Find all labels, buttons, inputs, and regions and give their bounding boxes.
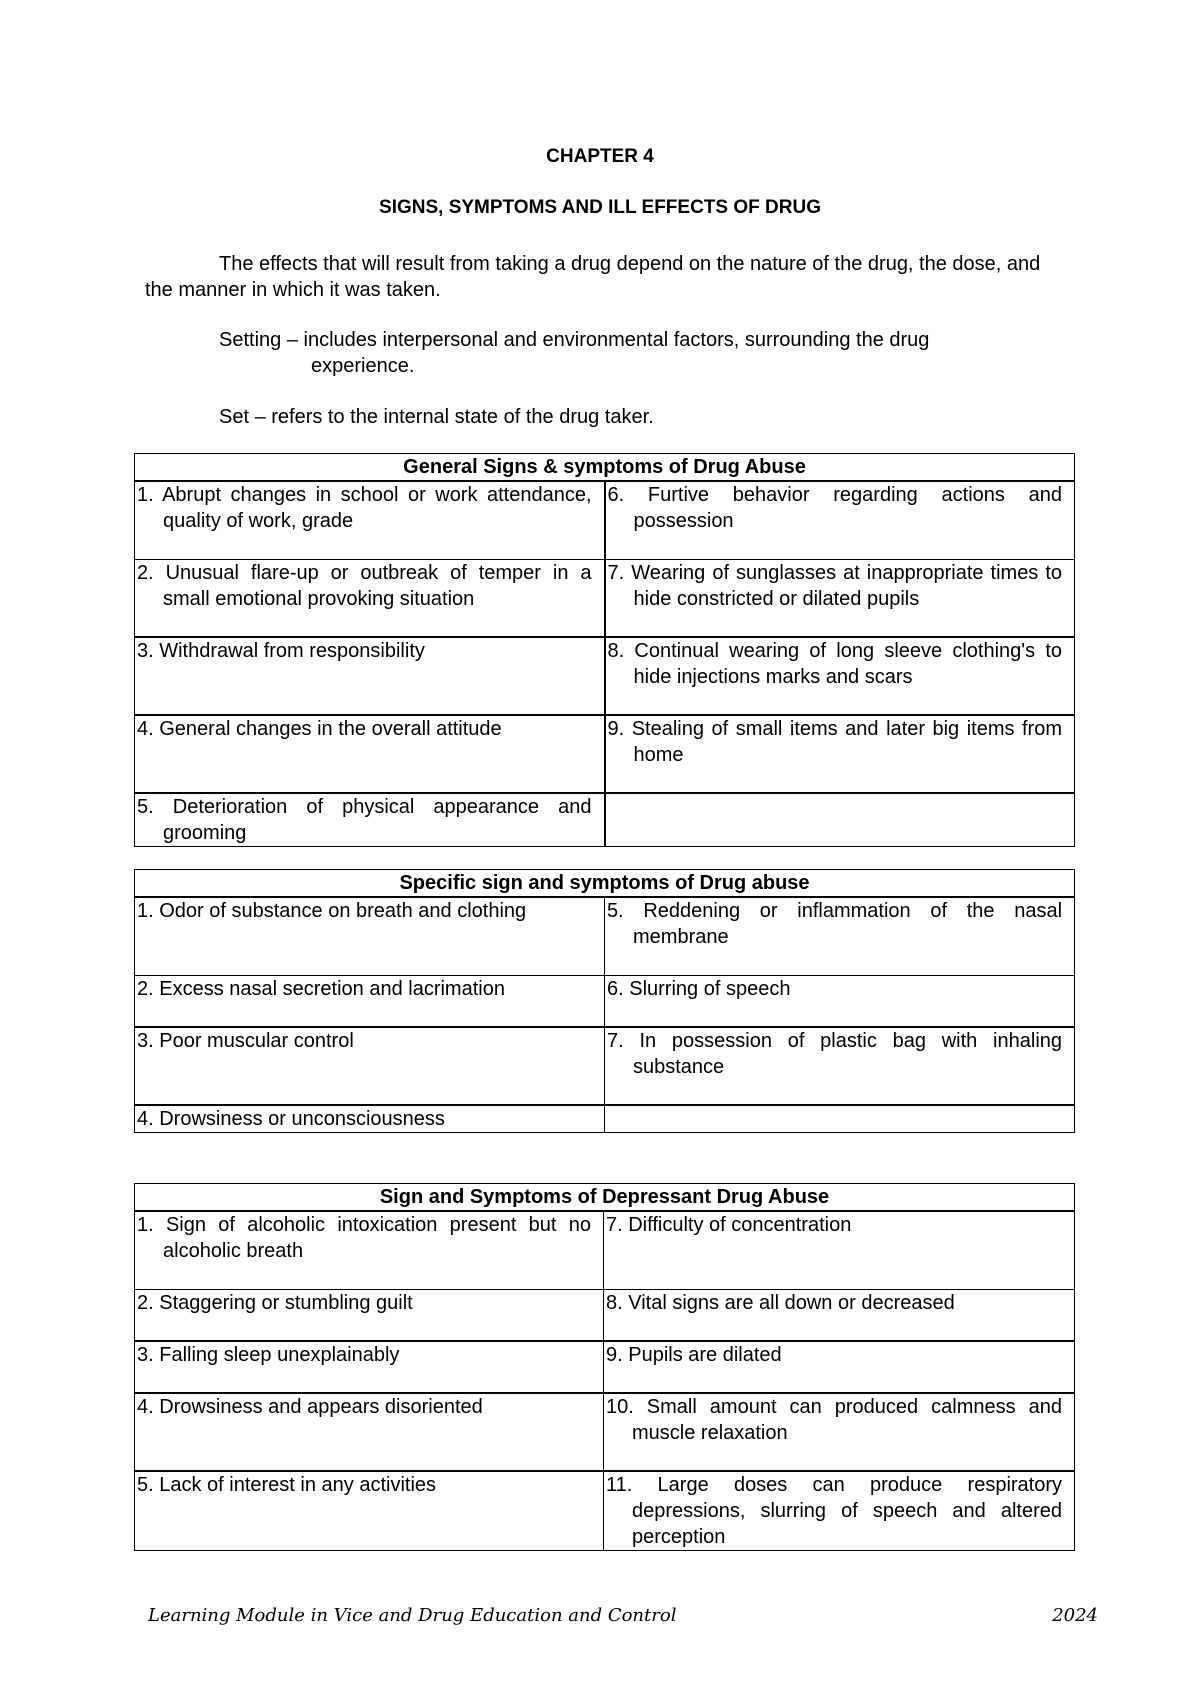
page-footer <box>148 1605 1098 1626</box>
table-cell: 8. Vital signs are all down or decreased <box>604 1289 1075 1341</box>
table-cell: 7. Difficulty of concentration <box>604 1211 1075 1289</box>
table-cell: 1. Abrupt changes in school or work attendance, quality of work, grade <box>135 481 605 559</box>
table-cell: 5. Reddening or inflammation of the nasal membrane <box>605 897 1075 975</box>
table-row <box>135 715 1075 793</box>
table-cell: 3. Falling sleep unexplainably <box>135 1341 604 1393</box>
table-cell: 3. Poor muscular control <box>135 1027 605 1105</box>
table-row <box>135 637 1075 715</box>
table-row <box>135 481 1075 559</box>
set-definition: Set – refers to the internal state of the drug taker. <box>219 406 654 428</box>
depressant-signs-table <box>134 1183 1075 1551</box>
table-row <box>135 1211 1075 1289</box>
setting-definition-continuation: experience. <box>311 355 415 377</box>
table-cell: 1. Sign of alcoholic intoxication present but no alcoholic breath <box>135 1211 604 1289</box>
table-cell: 10. Small amount can produced calmness and muscle relaxation <box>604 1393 1075 1471</box>
table-row <box>135 1341 1075 1393</box>
table-cell: 6. Furtive behavior regarding actions and possession <box>605 481 1075 559</box>
table-cell: 11. Large doses can produce respiratory depressions, slurring of speech and altered perception <box>604 1471 1075 1551</box>
table-cell: 2. Unusual flare-up or outbreak of temper in a small emotional provoking situation <box>135 559 605 637</box>
table-cell <box>605 1105 1075 1133</box>
general-signs-table <box>134 453 1075 847</box>
table-cell: 2. Staggering or stumbling guilt <box>135 1289 604 1341</box>
setting-definition-text: Setting – includes interpersonal and environmental factors, surrounding the drug <box>219 329 930 351</box>
table-row <box>135 793 1075 847</box>
chapter-title: SIGNS, SYMPTOMS AND ILL EFFECTS OF DRUG <box>379 197 821 218</box>
table-cell: 6. Slurring of speech <box>605 975 1075 1027</box>
table-row <box>135 1105 1075 1133</box>
table-cell: 5. Deterioration of physical appearance and grooming <box>135 793 605 847</box>
setting-definition <box>219 327 1049 379</box>
table-row <box>135 975 1075 1027</box>
table-row <box>135 1027 1075 1105</box>
table-cell: 8. Continual wearing of long sleeve clothing's to hide injections marks and scars <box>605 637 1075 715</box>
table-cell: 3. Withdrawal from responsibility <box>135 637 605 715</box>
footer-module-title: Learning Module in Vice and Drug Education and Control <box>148 1605 677 1626</box>
table-cell: 5. Lack of interest in any activities <box>135 1471 604 1551</box>
table-row <box>135 897 1075 975</box>
table-cell: 7. Wearing of sunglasses at inappropriate times to hide constricted or dilated pupils <box>605 559 1075 637</box>
intro-paragraph: The effects that will result from taking a drug depend on the nature of the drug, the dose, and the manner in which it was taken. <box>145 253 1041 301</box>
specific-signs-table <box>134 869 1075 1133</box>
depressant-signs-heading: Sign and Symptoms of Depressant Drug Abuse <box>135 1184 1075 1212</box>
table-cell: 9. Pupils are dilated <box>604 1341 1075 1393</box>
table-cell: 1. Odor of substance on breath and clothing <box>135 897 605 975</box>
table-cell: 4. Drowsiness or unconsciousness <box>135 1105 605 1133</box>
table-cell: 2. Excess nasal secretion and lacrimation <box>135 975 605 1027</box>
table-cell: 9. Stealing of small items and later big items from home <box>605 715 1075 793</box>
table-cell: 4. General changes in the overall attitude <box>135 715 605 793</box>
table-row <box>135 559 1075 637</box>
table-cell: 7. In possession of plastic bag with inhaling substance <box>605 1027 1075 1105</box>
table-row <box>135 1471 1075 1551</box>
table-row <box>135 1289 1075 1341</box>
chapter-heading: CHAPTER 4 <box>546 146 654 167</box>
footer-year: 2024 <box>1052 1605 1098 1626</box>
table-row <box>135 1393 1075 1471</box>
general-signs-heading: General Signs & symptoms of Drug Abuse <box>135 454 1075 482</box>
table-cell: 4. Drowsiness and appears disoriented <box>135 1393 604 1471</box>
table-cell <box>605 793 1075 847</box>
specific-signs-heading: Specific sign and symptoms of Drug abuse <box>135 870 1075 898</box>
